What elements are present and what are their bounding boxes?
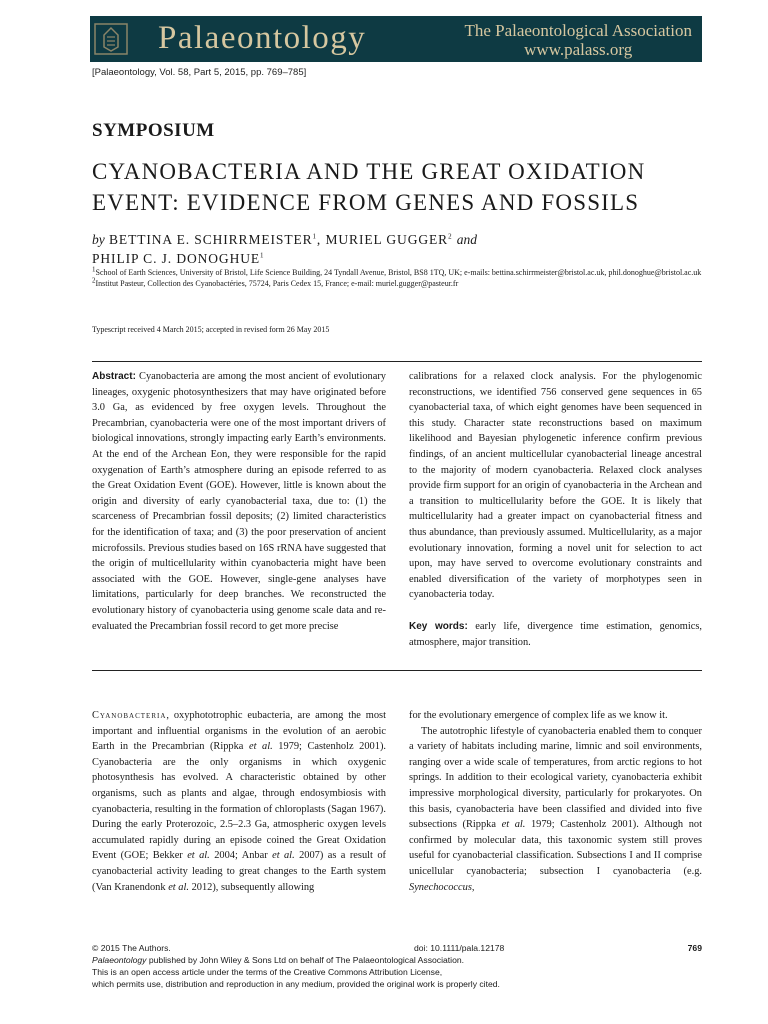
- abstract-text-right: calibrations for a relaxed clock analysis. For the phylogenomic reconstructions, we identified 756 conserved gene sequences in 65 cyanobacterial taxa, of which eight genomes have been sequenced in this study. Character state reconstructions based on maximum likelihood and Bayesian phylogenetic inference confirm previous findings, of an ancient multicellular cyanobacterial lineage ancestral to the majority of modern cyanobacteria. Relaxed clock analyses provide firm support for an origin of cyanobacteria in the Archean and a transition to multicellularity before the GOE. It is likely that multicellularity had a greater impact on cyanobacterial fitness and thus abundance, than previously assumed. Multicellularity, as a major evolutionary innovation, forming a novel unit for selection to act upon, may have served to overcome evolutionary constraints and enabled diversification of the variety of morphotypes seen in cyanobacteria today.: [409, 371, 702, 601]
- license-line-2: which permits use, distribution and reproduction in any medium, provided the original work is properly cited.: [92, 979, 500, 989]
- author-3: PHILIP C. J. DONOGHUE: [92, 251, 261, 266]
- keywords: [409, 619, 702, 650]
- lead-word: Cyanobacteria: [92, 710, 167, 721]
- section-heading: SYMPOSIUM: [92, 120, 215, 141]
- title-line-2: EVENT: EVIDENCE FROM GENES AND FOSSILS: [92, 190, 640, 215]
- et-al-1: et al.: [248, 741, 273, 753]
- association-info: [464, 21, 692, 59]
- article-title: [92, 156, 692, 218]
- abstract-top-rule: [92, 361, 702, 362]
- page-footer: [92, 942, 702, 990]
- body-paragraph-continued: for the evolutionary emergence of complex life as we know it.: [409, 710, 668, 721]
- association-logo-icon: [94, 23, 128, 55]
- citation: [Palaeontology, Vol. 58, Part 5, 2015, pp. 769–785]: [92, 67, 307, 78]
- author-separator: ,: [316, 232, 322, 247]
- abstract-text-left: Cyanobacteria are among the most ancient of evolutionary lineages, oxygenic photosynthesizers that may have originated before 3.0 Ga, as evidenced by free oxygen levels. Throughout the Precambrian, cyanobacteria were one of the most important drivers of biological innovations, strongly impacting early Earth’s environments. At the end of the Archean Eon, they were responsible for the rapid oxygenation of Earth’s atmosphere during an episode referred to as the Great Oxidation Event (GOE). However, little is known about the origin and diversity of early cyanobacterial taxa, due to: (1) the scarceness of Precambrian fossil deposits; (2) limited characteristics for the identification of taxa; and (3) the poor preservation of ancient microfossils. Previous studies based on 16S rRNA have suggested that the origin of multicellularity within cyanobacteria might have been associated with the GOE. However, single-gene analyses have limitations, particularly for deep branches. We reconstructed the evolutionary history of cyanobacteria using genome scale data and re-evaluated the Precambrian fossil record to get more precise: [92, 371, 386, 632]
- affiliations: [92, 267, 702, 289]
- copyright: © 2015 The Authors.: [92, 943, 171, 953]
- license-line-1: This is an open access article under the terms of the Creative Commons Attribution License,: [92, 967, 443, 977]
- body-text-1e: 2012), subsequently allowing: [188, 881, 315, 893]
- affiliation-2: [92, 278, 702, 289]
- publisher-line: [92, 954, 702, 966]
- abstract-right-column: [409, 369, 702, 650]
- body-right-column: [409, 708, 702, 895]
- keywords-text: early life, divergence time estimation, genomics, atmosphere, major transition.: [409, 620, 702, 648]
- by-word: by: [92, 232, 105, 247]
- et-al-5: et al.: [501, 819, 526, 831]
- publisher-text: published by John Wiley & Sons Ltd on behalf of The Palaeontological Association.: [146, 955, 465, 965]
- abstract-label: Abstract:: [92, 371, 136, 382]
- body-text-1d: 2007) as a result of cyanobacterial activity leading to great changes to the Earth system (Van Kranendonk: [92, 850, 386, 893]
- keywords-label: Key words:: [409, 620, 468, 632]
- page-number: 769: [687, 943, 702, 953]
- received-date: Typescript received 4 March 2015; accepted in revised form 26 May 2015: [92, 325, 330, 334]
- abstract-bottom-rule: [92, 670, 702, 671]
- abstract-left-column: [92, 369, 386, 634]
- doi-link[interactable]: doi: 10.1111/pala.12178: [414, 943, 505, 953]
- author-2: MURIEL GUGGER: [325, 232, 449, 247]
- journal-name: Palaeontology: [158, 20, 367, 56]
- body-text-1c: 2004; Anbar: [209, 850, 273, 862]
- affiliation-2-text: Institut Pasteur, Collection des Cyanobactéries, 75724, Paris Cedex 15, France; e-mail: muriel.gugger@pasteur.fr: [95, 279, 459, 288]
- affiliation-1-mark: 1: [92, 265, 96, 274]
- affiliation-2-mark: 2: [92, 276, 96, 285]
- body-text-2a: The autotrophic lifestyle of cyanobacteria enabled them to conquer a variety of habitats including marine, limnic and soil environments, ranging over a wide scale of temperatures, from arctic regions to hot springs. In addition to their ecological variety, cyanobacteria exhibit impressive morphological diversity, particularly for prokaryotes. On this basis, cyanobacteria have been classified and divided into five subsections (Rippka: [409, 725, 702, 831]
- author-2-affil-mark: 2: [448, 232, 453, 241]
- and-word: and: [456, 232, 477, 247]
- association-url[interactable]: www.palass.org: [524, 40, 633, 59]
- body-text-2b: 1979; Castenholz 2001). Although not confirmed by molecular data, this taxonomic system still proves useful for cyanobacterial classification. Subsections I and II comprise unicellular cyanobacteria; subsection I cyanobacteria (e.g.: [409, 819, 702, 877]
- body-text-1a: , oxyphototrophic eubacteria, are among the most important and influential organisms in the evolution of an aerobic Earth in the Precambrian (Rippka: [92, 710, 386, 753]
- et-al-3: et al.: [272, 850, 295, 862]
- body-paragraph-2: [409, 724, 702, 896]
- journal-banner: [90, 16, 702, 62]
- affiliation-1-text: School of Earth Sciences, University of Bristol, Life Science Building, 24 Tyndall Avenue, Bristol, BS8 1TQ, UK; e-mails: bettina.schirrmeister@bristol.ac.uk, phil.donoghue@bristol.ac.uk: [95, 268, 702, 277]
- affiliation-1: [92, 267, 702, 278]
- title-line-1: CYANOBACTERIA AND THE GREAT OXIDATION: [92, 159, 646, 184]
- author-list: [92, 230, 702, 268]
- genus-name: Synechococcus,: [409, 881, 475, 893]
- author-1: BETTINA E. SCHIRRMEISTER: [109, 232, 313, 247]
- author-1-affil-mark: 1: [312, 232, 317, 241]
- footer-journal-name: Palaeontology: [92, 955, 147, 965]
- association-name: The Palaeontological Association: [464, 21, 692, 40]
- body-text-1b: 1979; Castenholz 2001). Cyanobacteria are the only organisms in which oxygenic photosynthesis has evolved. A characteristic obtained by other organisms, such as plants and algae, through endosymbiosis with cyanobacteria, resulting in the formation of chloroplasts (Sagan 1967). During the early Proterozoic, 2.5–2.3 Ga, atmospheric oxygen levels accumulated rapidly during an episode coined the Great Oxidation Event (GOE; Bekker: [92, 741, 387, 862]
- footer-row-1: [92, 942, 702, 954]
- body-left-column: [92, 708, 386, 895]
- et-al-2: et al.: [187, 850, 210, 862]
- et-al-4: et al.: [168, 881, 189, 893]
- author-3-affil-mark: 1: [260, 251, 265, 260]
